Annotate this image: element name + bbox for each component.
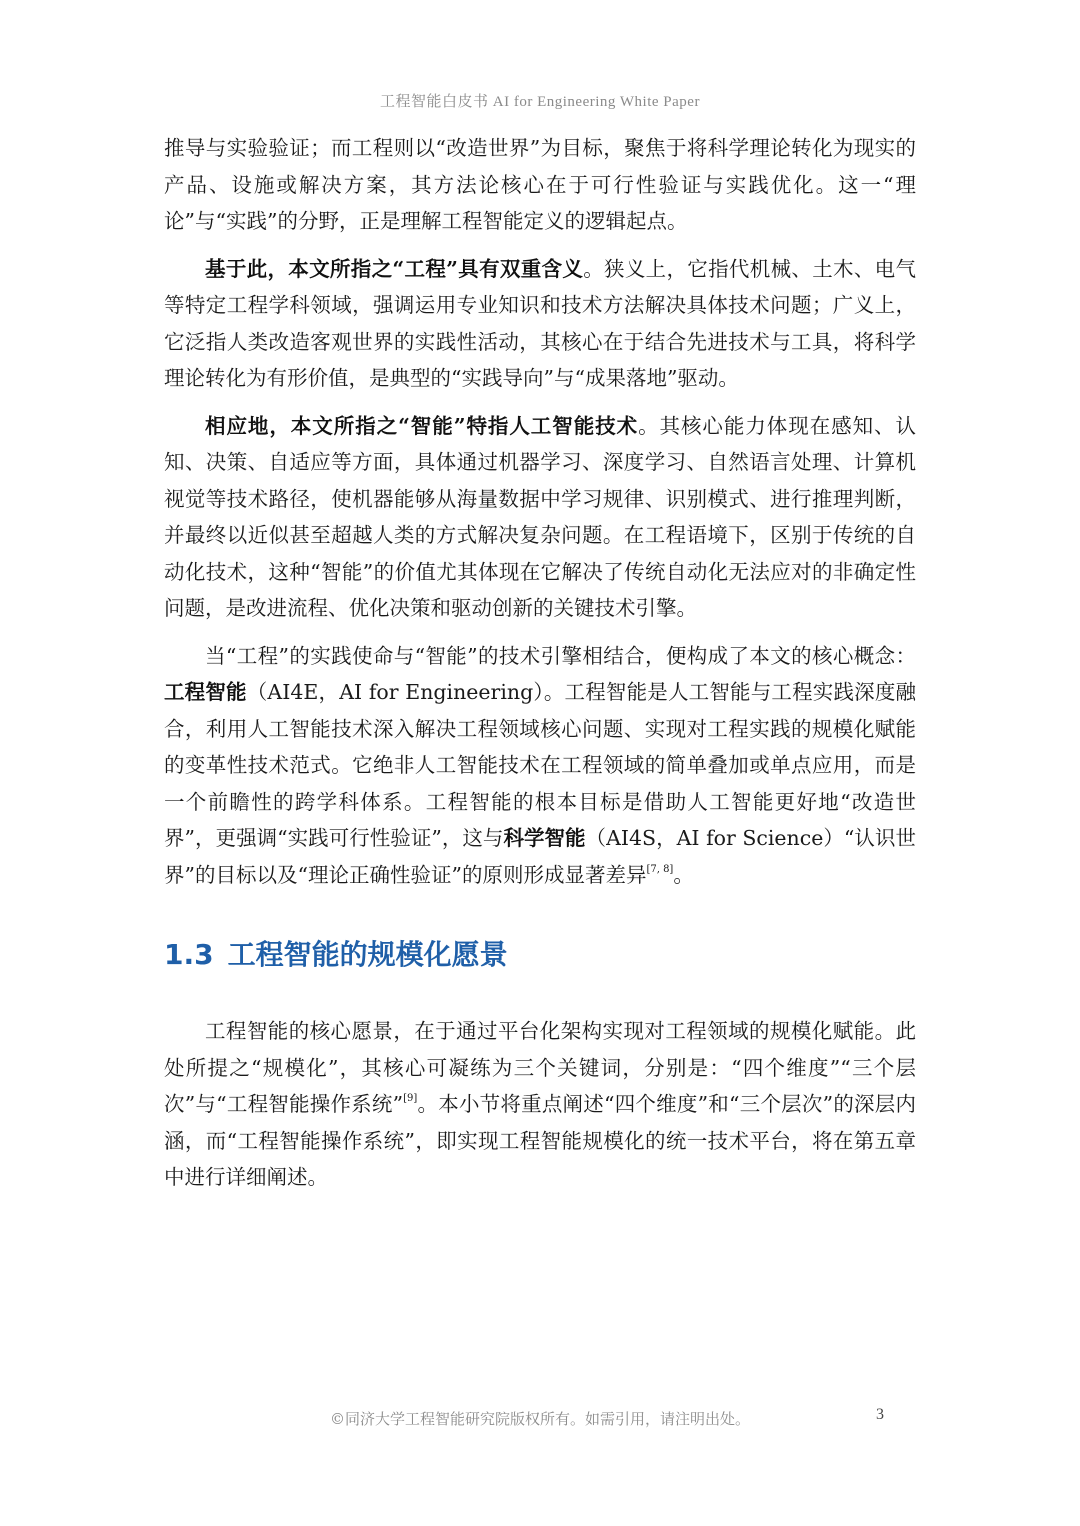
copyright-footer: ©同济大学工程智能研究院版权所有。如需引用，请注明出处。 bbox=[329, 1410, 750, 1428]
paragraph-5-text-a: 工程智能的核心愿景，在于通过平台化架构实现对工程领域的规模化赋能。此处所提之“规模化”，其核心可凝练为三个关键词，分别是：“四个维度”“三个层次”与“工程智能操作系统” bbox=[164, 1019, 916, 1116]
citation-7-8[interactable]: [7, 8] bbox=[646, 863, 674, 875]
paragraph-5-text-b: 。本小节将重点阐述“四个维度”和“三个层次”的深层内涵，而“工程智能操作系统”，即实现工程智能规模化的统一技术平台，将在第五章中进行详细阐述。 bbox=[164, 1092, 916, 1189]
paragraph-3-text: 。其核心能力体现在感知、认知、决策、自适应等方面，具体通过机器学习、深度学习、自然语言处理、计算机视觉等技术路径，使机器能够从海量数据中学习规律、识别模式、进行推理判断，并最终以近似甚至超越人类的方式解决复杂问题。在工程语境下，区别于传统的自动化技术，这种“智能”的价值尤其体现在它解决了传统自动化无法应对的非确定性问题，是改进流程、优化决策和驱动创新的关键技术引擎。 bbox=[164, 413, 916, 620]
paragraph-3-lead: 相应地，本文所指之“智能”特指人工智能技术 bbox=[205, 413, 639, 438]
citation-9[interactable]: [9] bbox=[403, 1093, 418, 1104]
section-heading bbox=[164, 937, 916, 973]
section-number: 1.3 bbox=[164, 938, 214, 971]
paragraph-2 bbox=[164, 251, 916, 397]
paragraph-5 bbox=[164, 1013, 916, 1196]
paragraph-4-text-b: （AI4E，AI for Engineering）。工程智能是人工智能与工程实践深度融合，利用人工智能技术深入解决工程领域核心问题、实现对工程实践的规模化赋能的变革性技术范式。它绝非人工智能技术在工程领域的简单叠加或单点应用，而是一个前瞻性的跨学科体系。工程智能的根本目标是借助人工智能更好地“改造世界”，更强调“实践可行性验证”，这与 bbox=[164, 680, 917, 850]
paragraph-3 bbox=[164, 408, 916, 627]
paragraph-2-lead: 基于此，本文所指之“工程”具有双重含义 bbox=[205, 256, 584, 281]
page-body bbox=[164, 130, 916, 1207]
paragraph-4-text-c: （AI4S，AI for Science）“认识世界”的目标以及“理论正确性验证”的原则形成显著差异 bbox=[164, 826, 916, 887]
paragraph-4-text-d: 。 bbox=[673, 862, 694, 887]
term-ai4e: 工程智能 bbox=[164, 680, 247, 704]
running-header: 工程智能白皮书 AI for Engineering White Paper bbox=[380, 94, 700, 110]
paragraph-4 bbox=[164, 638, 916, 894]
paragraph-1: 推导与实验验证；而工程则以“改造世界”为目标，聚焦于将科学理论转化为现实的产品、设施或解决方案，其方法论核心在于可行性验证与实践优化。这一“理论”与“实践”的分野，正是理解工程智能定义的逻辑起点。 bbox=[164, 136, 916, 233]
page-number: 3 bbox=[876, 1406, 884, 1423]
section-title: 工程智能的规模化愿景 bbox=[227, 938, 508, 971]
paragraph-2-text: 。狭义上，它指代机械、土木、电气等特定工程学科领域，强调运用专业知识和技术方法解决具体技术问题；广义上，它泛指人类改造客观世界的实践性活动，其核心在于结合先进技术与工具，将科学理论转化为有形价值，是典型的“实践导向”与“成果落地”驱动。 bbox=[164, 256, 916, 390]
term-ai4s: 科学智能 bbox=[503, 826, 586, 850]
paragraph-4-text-a: 当“工程”的实践使命与“智能”的技术引擎相结合，便构成了本文的核心概念： bbox=[205, 643, 916, 668]
